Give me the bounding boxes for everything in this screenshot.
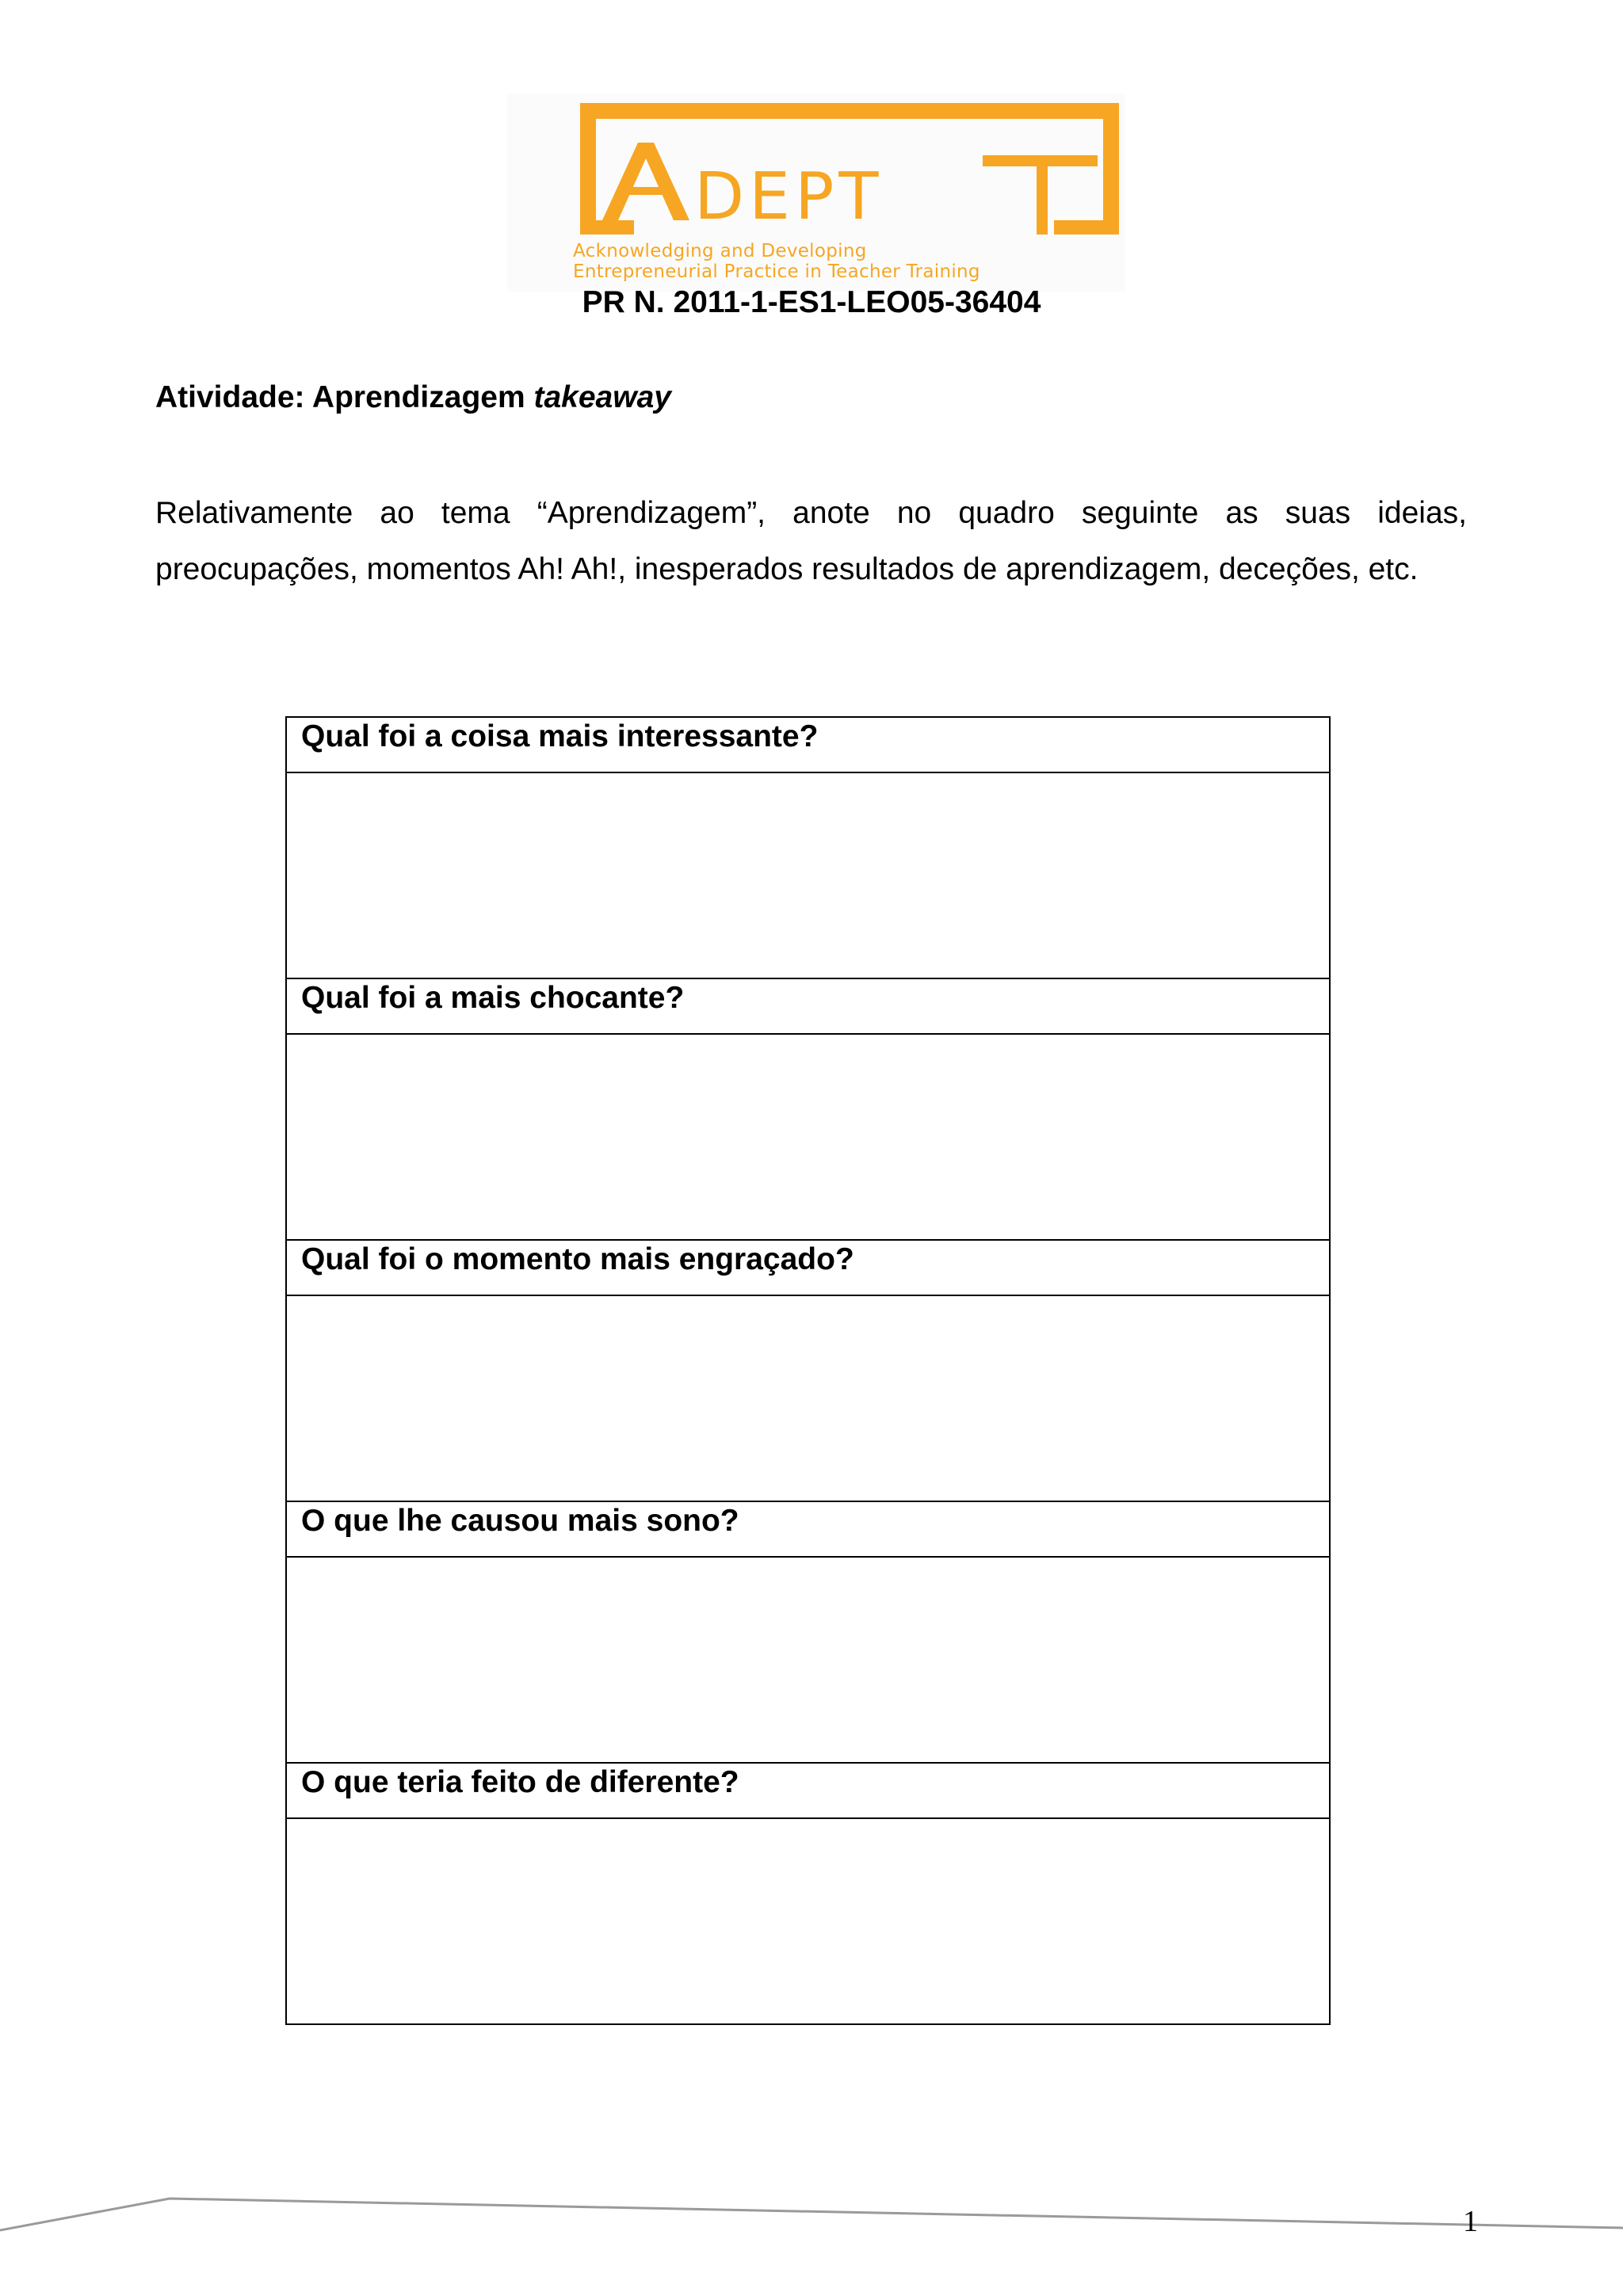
intro-paragraph: Relativamente ao tema “Aprendizagem”, anote no quadro seguinte as suas ideias, preocupações, momentos Ah! Ah!, inesperados resultados de aprendizagem, deceções, etc. [155,496,1467,586]
footer-divider [0,2187,1623,2234]
question-row [286,978,1330,1034]
page-number: 1 [1463,2205,1478,2238]
activity-label: Atividade: Aprendizagem [155,380,525,414]
adeptt-logo [507,93,1125,292]
question-row [286,1240,1330,1295]
question-cell: Qual foi o momento mais engraçado? [286,1240,1330,1295]
logo-tagline-line2: Entrepreneurial Practice in Teacher Training [573,261,980,282]
question-cell: O que teria feito de diferente? [286,1763,1330,1818]
answer-cell[interactable] [286,772,1330,978]
question-cell: Qual foi a mais chocante? [286,978,1330,1034]
project-number-text: PR N. 2011-1-ES1-LEO05-36404 [582,285,1041,319]
project-number [0,285,1623,320]
question-row [286,717,1330,772]
answer-row [286,1557,1330,1763]
answer-row [286,772,1330,978]
question-cell: Qual foi a coisa mais interessante? [286,717,1330,772]
question-table [285,716,1331,2025]
answer-cell[interactable] [286,1818,1330,2024]
answer-row [286,1818,1330,2024]
svg-text:DEPT: DEPT [694,159,884,235]
answer-row [286,1295,1330,1501]
answer-row [286,1034,1330,1240]
logo-tagline-line1: Acknowledging and Developing [573,241,867,261]
question-row [286,1501,1330,1557]
answer-cell[interactable] [286,1034,1330,1240]
question-cell: O que lhe causou mais sono? [286,1501,1330,1557]
activity-emphasis: takeaway [533,380,671,414]
answer-cell[interactable] [286,1295,1330,1501]
answer-cell[interactable] [286,1557,1330,1763]
activity-title [155,380,671,415]
question-row [286,1763,1330,1818]
